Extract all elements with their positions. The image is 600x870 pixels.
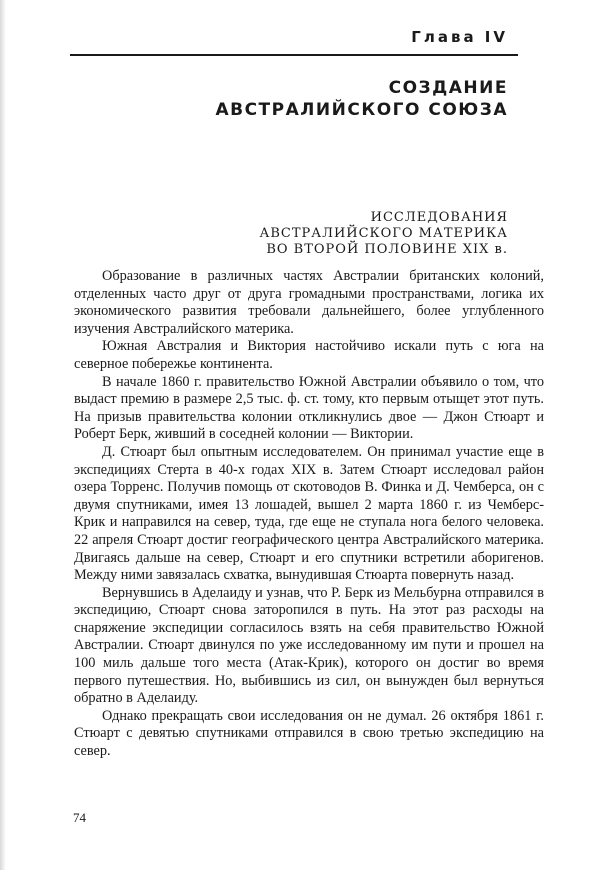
binding-shadow xyxy=(0,0,6,870)
section-heading-line-3: ВО ВТОРОЙ ПОЛОВИНЕ XIX в. xyxy=(266,242,508,257)
chapter-title xyxy=(215,77,508,121)
body-text xyxy=(74,268,544,761)
paragraph: Однако прекращать свои исследования он не думал. 26 октября 1861 г. Стюарт с девятью спутниками отправился в свою третью экспедицию на север. xyxy=(74,707,544,760)
section-heading-line-1: ИССЛЕДОВАНИЯ xyxy=(370,210,508,225)
section-heading-line-2: АВСТРАЛИЙСКОГО МАТЕРИКА xyxy=(259,226,508,241)
section-heading xyxy=(259,210,508,258)
chapter-heading: Глава IV xyxy=(411,28,508,46)
paragraph: Вернувшись в Аделаиду и узнав, что Р. Берк из Мельбурна отправился в экспедицию, Стюарт снова заторопился в путь. На этот раз расходы на снаряжение экспедиции согласилось взять на себя правительство Южной Австралии. Стюарт двинулся по уже исследованному им пути и прошел на 100 миль дальше того места (Атак-Крик), которого он достиг во время первого путешествия. Но, выбившись из сил, он вынужден был вернуться обратно в Аделаиду. xyxy=(74,584,544,707)
paragraph: Образование в различных частях Австралии британских колоний, отделенных часто друг от друга громадными пространствами, логика их экономического развития требовали дальнейшего, более углубленного изучения Австралийского материка. xyxy=(74,268,544,337)
page-number: 74 xyxy=(73,810,86,825)
paragraph: Южная Австралия и Виктория настойчиво искали путь с юга на северное побережье континента. xyxy=(74,338,544,372)
header-rule xyxy=(70,54,518,56)
chapter-title-line-1: СОЗДАНИЕ xyxy=(388,78,508,98)
chapter-title-line-2: АВСТРАЛИЙСКОГО СОЮЗА xyxy=(215,100,508,120)
paragraph: Д. Стюарт был опытным исследователем. Он принимал участие еще в экспедициях Стерта в 40-х годах XIX в. Затем Стюарт исследовал район озера Торренс. Получив помощь от скотоводов В. Финка и Д. Чемберса, он с двумя спутниками, имея 13 лошадей, вышел 2 марта 1860 г. из Чемберс-Крик и направился на север, туда, где еще не ступала нога белого человека. 22 апреля Стюарт достиг географического центра Австралийского материка. Двигаясь дальше на север, Стюарт и его спутники встретили аборигенов. Между ними завязалась схватка, вынудившая Стюарта повернуть назад. xyxy=(74,443,544,584)
paragraph: В начале 1860 г. правительство Южной Австралии объявило о том, что выдаст премию в размере 2,5 тыс. ф. ст. тому, кто первым отыщет этот путь. На призыв правительства колонии откликнулись двое — Джон Стюарт и Роберт Берк, живший в соседней колонии — Виктории. xyxy=(74,373,544,443)
